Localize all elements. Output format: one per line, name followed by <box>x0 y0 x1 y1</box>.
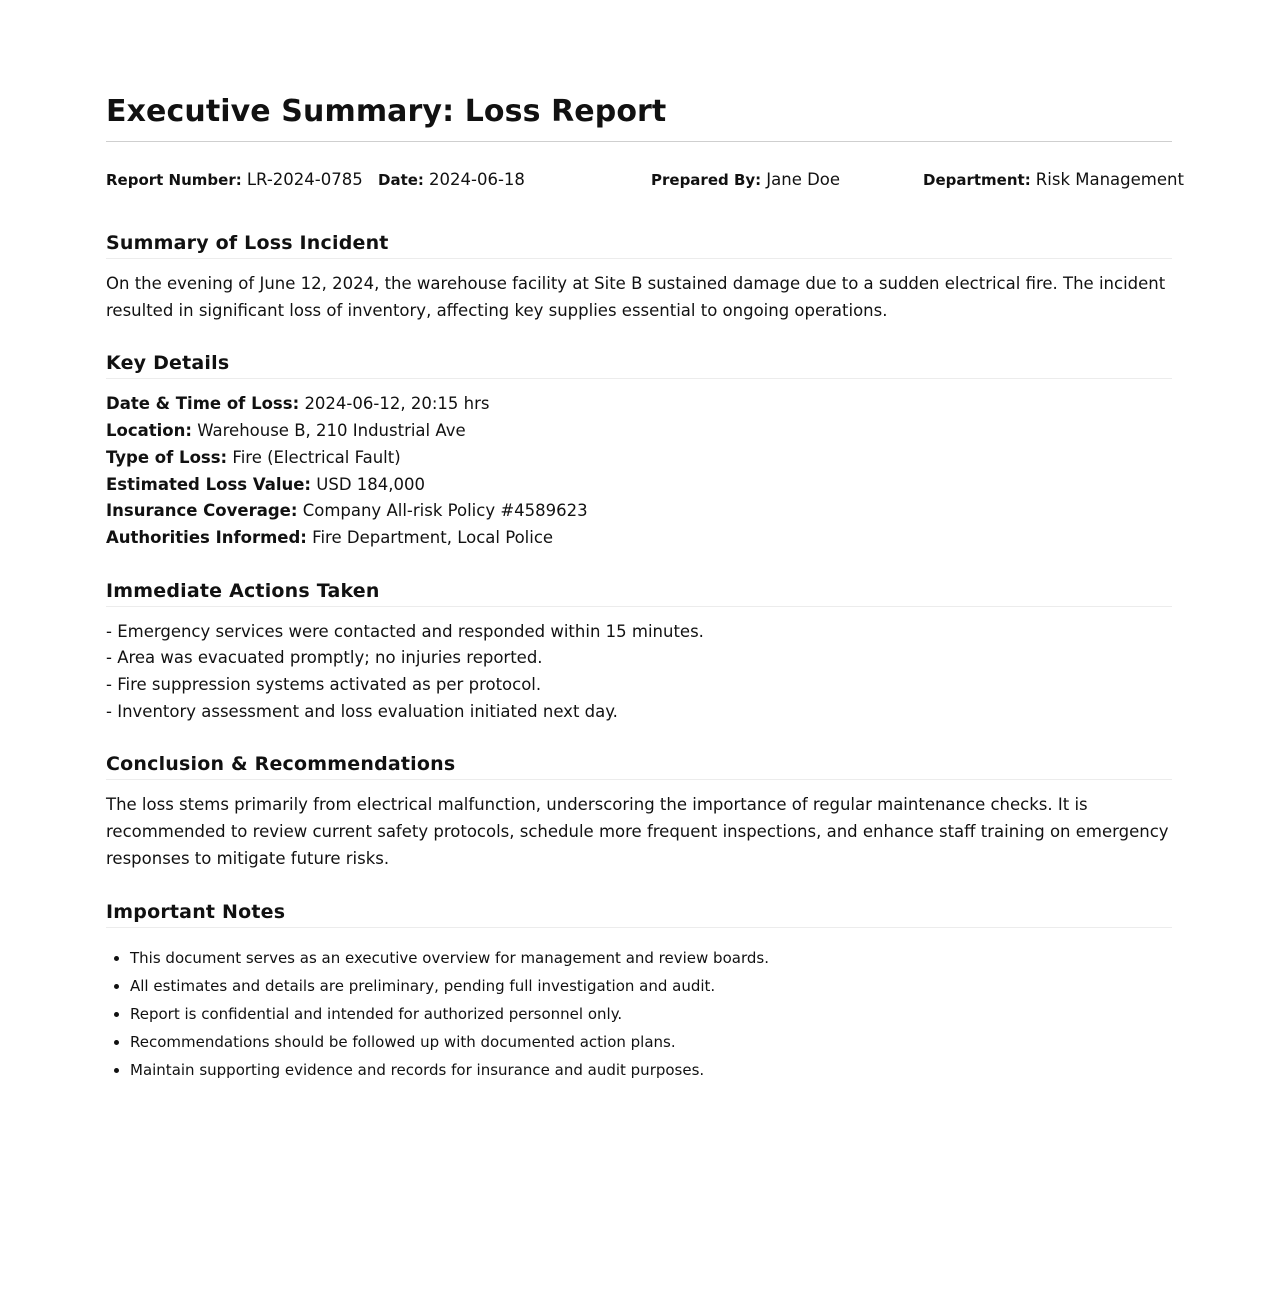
detail-item <box>106 418 1172 445</box>
detail-label: Insurance Coverage: <box>106 501 298 521</box>
actions-list <box>106 619 1172 726</box>
detail-item <box>106 445 1172 472</box>
note-item: • Maintain supporting evidence and records for insurance and audit purposes. <box>130 1056 1172 1084</box>
detail-value: USD 184,000 <box>316 474 426 494</box>
detail-value: 2024-06-12, 20:15 hrs <box>304 394 490 414</box>
note-item: • This document serves as an executive overview for management and review boards. <box>130 944 1172 972</box>
meta-report-number-label: Report Number: <box>106 171 242 189</box>
action-item: - Inventory assessment and loss evaluation initiated next day. <box>106 701 618 721</box>
conclusion-text: The loss stems primarily from electrical malfunction, underscoring the importance of regular maintenance checks. It is recommended to review current safety protocols, schedule more frequent inspections, and enhance staff training on emergency responses to mitigate future risks. <box>106 795 1169 868</box>
detail-item <box>106 525 1172 552</box>
notes-heading: Important Notes <box>106 901 1172 928</box>
detail-item <box>106 498 1172 525</box>
meta-report-number-value: LR-2024-0785 <box>246 170 363 189</box>
meta-prepared-by-value: Jane Doe <box>766 170 841 189</box>
action-item: - Fire suppression systems activated as per protocol. <box>106 675 542 695</box>
notes-section <box>106 901 1172 1084</box>
meta-report-number <box>106 170 363 189</box>
report-meta <box>106 142 1184 218</box>
meta-prepared-by-label: Prepared By: <box>651 171 762 189</box>
detail-value: Fire (Electrical Fault) <box>232 447 401 467</box>
detail-label: Location: <box>106 421 192 441</box>
key-details-heading: Key Details <box>106 352 1172 379</box>
detail-item <box>106 391 1172 418</box>
detail-item <box>106 472 1172 499</box>
meta-date <box>378 170 525 189</box>
action-item: - Emergency services were contacted and responded within 15 minutes. <box>106 621 704 641</box>
summary-heading: Summary of Loss Incident <box>106 232 1172 259</box>
report-page <box>106 0 1184 1084</box>
meta-department-value: Risk Management <box>1035 170 1184 189</box>
note-item: • Recommendations should be followed up with documented action plans. <box>130 1028 1172 1056</box>
key-details-section <box>106 352 1172 551</box>
detail-label: Date & Time of Loss: <box>106 394 300 414</box>
detail-value: Warehouse B, 210 Industrial Ave <box>197 421 466 441</box>
notes-list <box>106 944 1172 1084</box>
detail-label: Authorities Informed: <box>106 527 307 547</box>
conclusion-heading: Conclusion & Recommendations <box>106 753 1172 780</box>
meta-department <box>923 170 1184 189</box>
meta-prepared-by <box>651 170 840 189</box>
meta-date-label: Date: <box>378 171 424 189</box>
actions-section <box>106 580 1172 726</box>
detail-value: Company All-risk Policy #4589623 <box>302 501 588 521</box>
key-details-list <box>106 391 1172 551</box>
note-item: • All estimates and details are preliminary, pending full investigation and audit. <box>130 972 1172 1000</box>
actions-heading: Immediate Actions Taken <box>106 580 1172 607</box>
page-title: Executive Summary: Loss Report <box>106 94 1172 142</box>
conclusion-section <box>106 753 1172 872</box>
detail-label: Estimated Loss Value: <box>106 474 312 494</box>
summary-text: On the evening of June 12, 2024, the warehouse facility at Site B sustained damage due to a sudden electrical fire. The incident resulted in significant loss of inventory, affecting key supplies essential to ongoing operations. <box>106 274 1166 320</box>
action-item: - Area was evacuated promptly; no injuries reported. <box>106 648 543 668</box>
detail-label: Type of Loss: <box>106 447 228 467</box>
meta-date-value: 2024-06-18 <box>429 170 525 189</box>
meta-department-label: Department: <box>923 171 1031 189</box>
note-item: • Report is confidential and intended for authorized personnel only. <box>130 1000 1172 1028</box>
summary-section <box>106 232 1172 324</box>
detail-value: Fire Department, Local Police <box>312 527 554 547</box>
